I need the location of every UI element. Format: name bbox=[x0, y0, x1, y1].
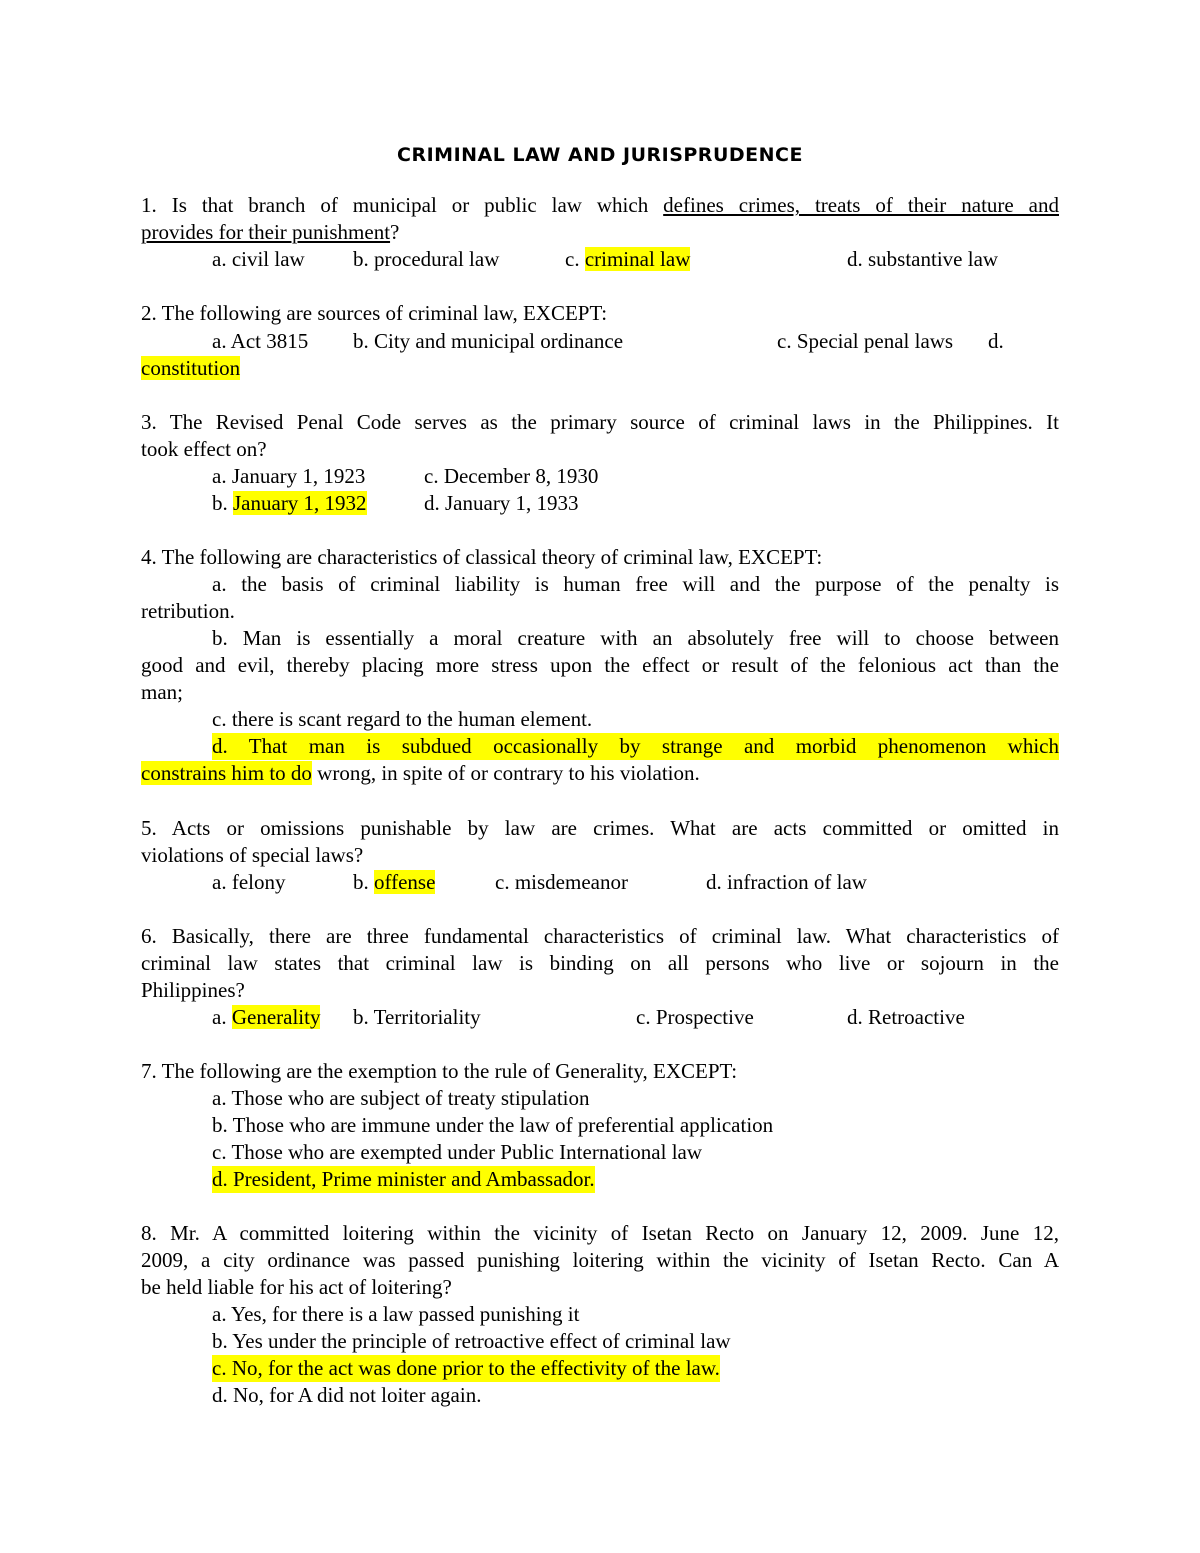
q3-stem-line1: 3. The Revised Penal Code serves as the primary source of criminal laws in the Philippines. It bbox=[141, 410, 1059, 434]
q7-option-b: b. Those who are immune under the law of preferential application bbox=[212, 1113, 774, 1137]
q1-option-a: a. civil law bbox=[212, 247, 305, 271]
q7-stem: 7. The following are the exemption to the rule of Generality, EXCEPT: bbox=[141, 1059, 738, 1083]
q5-stem-line1: 5. Acts or omissions punishable by law are crimes. What are acts committed or omitted in bbox=[141, 816, 1059, 840]
q8-option-b: b. Yes under the principle of retroactive effect of criminal law bbox=[212, 1329, 731, 1353]
q1-stem-line2: provides for their punishment? bbox=[141, 220, 400, 244]
q8-stem-line2: 2009, a city ordinance was passed punishing loitering within the vicinity of Isetan Recto. Can A bbox=[141, 1248, 1059, 1272]
q8-stem-line3: be held liable for his act of loitering? bbox=[141, 1275, 452, 1299]
q1-stem-line1: 1. Is that branch of municipal or public law which defines crimes, treats of their nature and bbox=[141, 193, 1059, 217]
q1-option-b: b. procedural law bbox=[353, 247, 500, 271]
q4-option-a-line1: a. the basis of criminal liability is human free will and the purpose of the penalty is bbox=[212, 572, 1059, 596]
q3-option-a: a. January 1, 1923 bbox=[212, 464, 366, 488]
answer-highlight: criminal law bbox=[584, 247, 691, 271]
answer-highlight: Generality bbox=[231, 1005, 321, 1029]
q8-option-c: c. No, for the act was done prior to the effectivity of the law. bbox=[212, 1356, 720, 1380]
q2-stem: 2. The following are sources of criminal law, EXCEPT: bbox=[141, 301, 608, 325]
q4-option-c: c. there is scant regard to the human element. bbox=[212, 707, 593, 731]
q5-option-d: d. infraction of law bbox=[706, 870, 867, 894]
q6-option-c: c. Prospective bbox=[636, 1005, 754, 1029]
q2-option-b: b. City and municipal ordinance bbox=[353, 329, 624, 353]
q8-stem-line1: 8. Mr. A committed loitering within the vicinity of Isetan Recto on January 12, 2009. June 12, bbox=[141, 1221, 1059, 1245]
q7-option-c: c. Those who are exempted under Public International law bbox=[212, 1140, 703, 1164]
page-title: CRIMINAL LAW AND JURISPRUDENCE bbox=[397, 144, 803, 166]
q6-option-d: d. Retroactive bbox=[847, 1005, 965, 1029]
q5-option-c: c. misdemeanor bbox=[495, 870, 628, 894]
q5-stem-line2: violations of special laws? bbox=[141, 843, 364, 867]
q4-option-d-line1: d. That man is subdued occasionally by strange and morbid phenomenon which bbox=[212, 734, 1059, 758]
q4-stem: 4. The following are characteristics of classical theory of criminal law, EXCEPT: bbox=[141, 545, 823, 569]
q8-option-a: a. Yes, for there is a law passed punishing it bbox=[212, 1302, 580, 1326]
q3-option-d: d. January 1, 1933 bbox=[424, 491, 579, 515]
q4-option-b-line3: man; bbox=[141, 680, 183, 704]
q6-option-a: a. Generality bbox=[212, 1005, 321, 1029]
q7-option-a: a. Those who are subject of treaty stipulation bbox=[212, 1086, 590, 1110]
q3-option-c: c. December 8, 1930 bbox=[424, 464, 599, 488]
q5-option-b: b. offense bbox=[353, 870, 436, 894]
q3-stem-line2: took effect on? bbox=[141, 437, 267, 461]
q2-option-d bbox=[141, 355, 240, 382]
q4-option-d-line2: constrains him to do wrong, in spite of or contrary to his violation. bbox=[141, 761, 700, 785]
q2-option-c: c. Special penal laws bbox=[777, 329, 954, 353]
q6-stem-line2: criminal law states that criminal law is binding on all persons who live or sojourn in the bbox=[141, 951, 1059, 975]
q4-option-a-line2: retribution. bbox=[141, 599, 235, 623]
answer-highlight: constitution bbox=[141, 356, 241, 380]
q6-option-b: b. Territoriality bbox=[353, 1005, 481, 1029]
q1-option-c: c. criminal law bbox=[565, 247, 691, 271]
q7-option-d: d. President, Prime minister and Ambassador. bbox=[212, 1167, 595, 1191]
q1-option-d: d. substantive law bbox=[847, 247, 999, 271]
q4-option-b-line2: good and evil, thereby placing more stress upon the effect or result of the felonious act than the bbox=[141, 653, 1059, 677]
q2-option-d-prefix: d. bbox=[988, 329, 1004, 353]
q3-option-b: b. January 1, 1932 bbox=[212, 491, 367, 515]
q8-option-d: d. No, for A did not loiter again. bbox=[212, 1383, 482, 1407]
q6-stem-line1: 6. Basically, there are three fundamental characteristics of criminal law. What characteristics of bbox=[141, 924, 1059, 948]
q5-option-a: a. felony bbox=[212, 870, 286, 894]
q6-stem-line3: Philippines? bbox=[141, 978, 245, 1002]
answer-highlight: constrains him to do bbox=[141, 761, 312, 785]
answer-highlight: January 1, 1932 bbox=[233, 491, 367, 515]
q4-option-b-line1: b. Man is essentially a moral creature with an absolutely free will to choose between bbox=[212, 626, 1059, 650]
q2-option-a: a. Act 3815 bbox=[212, 329, 309, 353]
answer-highlight: offense bbox=[374, 870, 436, 894]
